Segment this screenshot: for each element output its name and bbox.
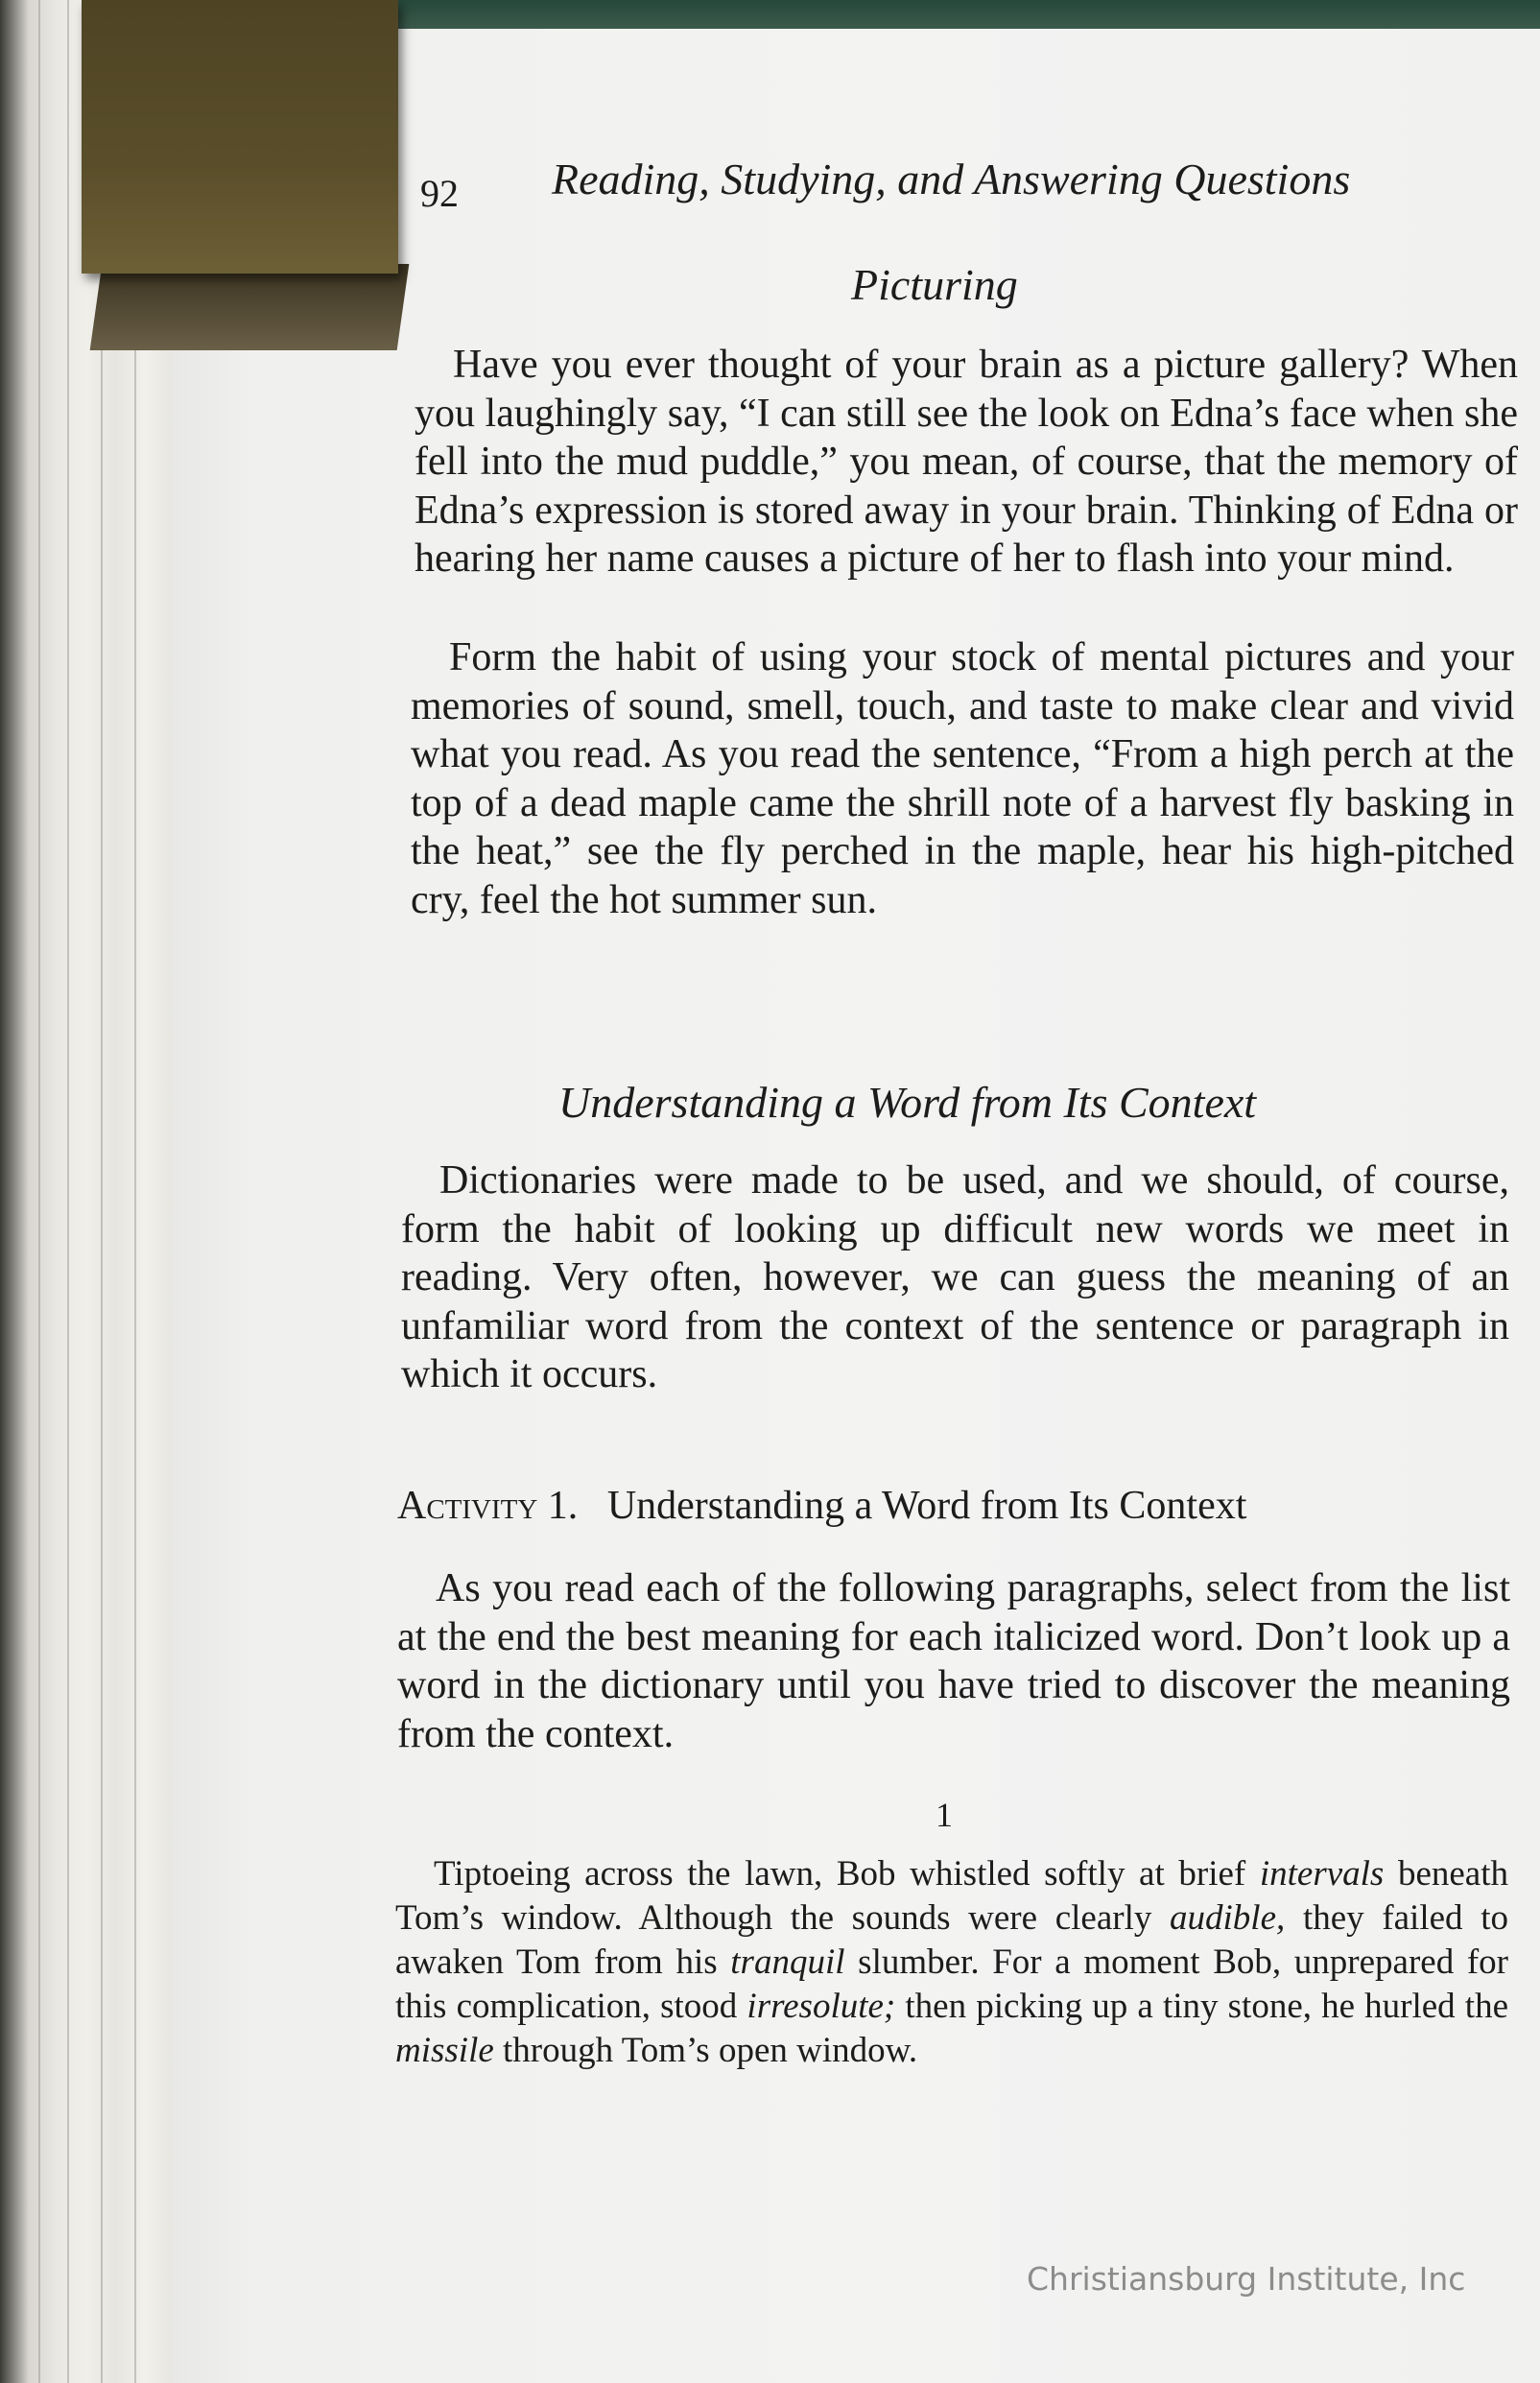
page-number: 92 [420, 172, 459, 215]
running-title: Reading, Studying, and Answering Questions [552, 155, 1351, 203]
section-heading-picturing: Picturing [851, 260, 1018, 309]
watermark: Christiansburg Institute, Inc [1027, 2260, 1466, 2298]
italic-word: audible, [1170, 1898, 1286, 1938]
paragraph: Form the habit of using your stock of mental pictures and your memories of sound, smell, touch, and taste to make clear and vivid what you read. As you read the sentence, “From a high perch at the top of a dead maple came the shrill note of a harvest fly basking in the heat,” see the fly perched in the maple, hear his high-pitched cry, feel the hot summer sun. [411, 635, 1514, 922]
activity-title: Understanding a Word from Its Context [606, 1484, 1247, 1528]
italic-word: missile [395, 2031, 494, 2070]
italic-word: tranquil [730, 1942, 845, 1982]
exercise-text: slumber. For a moment Bob, unprepared for this complication, stood [395, 1942, 1508, 2026]
bookmark [82, 0, 398, 274]
exercise-text: beneath Tom’s window. Although the sounds were clearly [395, 1854, 1508, 1938]
paragraph: Dictionaries were made to be used, and we should, of course, form the habit of looking up difficult new words we meet in reading. Very often, however, we can guess the meaning of an unfamiliar word from the context of the sentence or paragraph in which it occurs. [401, 1158, 1509, 1396]
page-edge-line [38, 0, 40, 2383]
italic-word: intervals [1259, 1854, 1385, 1894]
page-edge-line [134, 0, 136, 2383]
page-edge-line [101, 0, 103, 2383]
exercise-text: Tiptoeing across the lawn, Bob whistled softly at brief [434, 1854, 1260, 1894]
activity-instructions: As you read each of the following paragraphs, select from the list at the end the best meaning for each italicized word. Don’t look up a word in the dictionary until you have tried to discover the meaning from the context. [397, 1566, 1510, 1756]
activity-heading [397, 1483, 1246, 1529]
exercise-text: they failed to awaken Tom from his [395, 1898, 1508, 1982]
book-cover-edge [398, 0, 1540, 29]
exercise-number: 1 [936, 1796, 953, 1834]
page-edge-line [67, 0, 69, 2383]
bookmark-shadow [90, 264, 410, 350]
page-edge-stack [0, 0, 182, 2383]
exercise-text: through Tom’s open window. [493, 2031, 918, 2070]
paragraph: Have you ever thought of your brain as a picture gallery? When you laughingly say, “I can still see the look on Edna’s face when she fell into the mud puddle,” you mean, of course, that the memory of Edna’s expression is stored away in your brain. Thinking of Edna or hearing her name causes a picture of her to flash into your mind. [415, 343, 1518, 581]
italic-word: irresolute; [746, 1987, 896, 2026]
exercise-paragraph [395, 1852, 1508, 2073]
section-heading-context: Understanding a Word from Its Context [558, 1078, 1257, 1127]
activity-label: Activity 1. [397, 1484, 579, 1528]
exercise-text: then picking up a tiny stone, he hurled the [895, 1987, 1508, 2026]
